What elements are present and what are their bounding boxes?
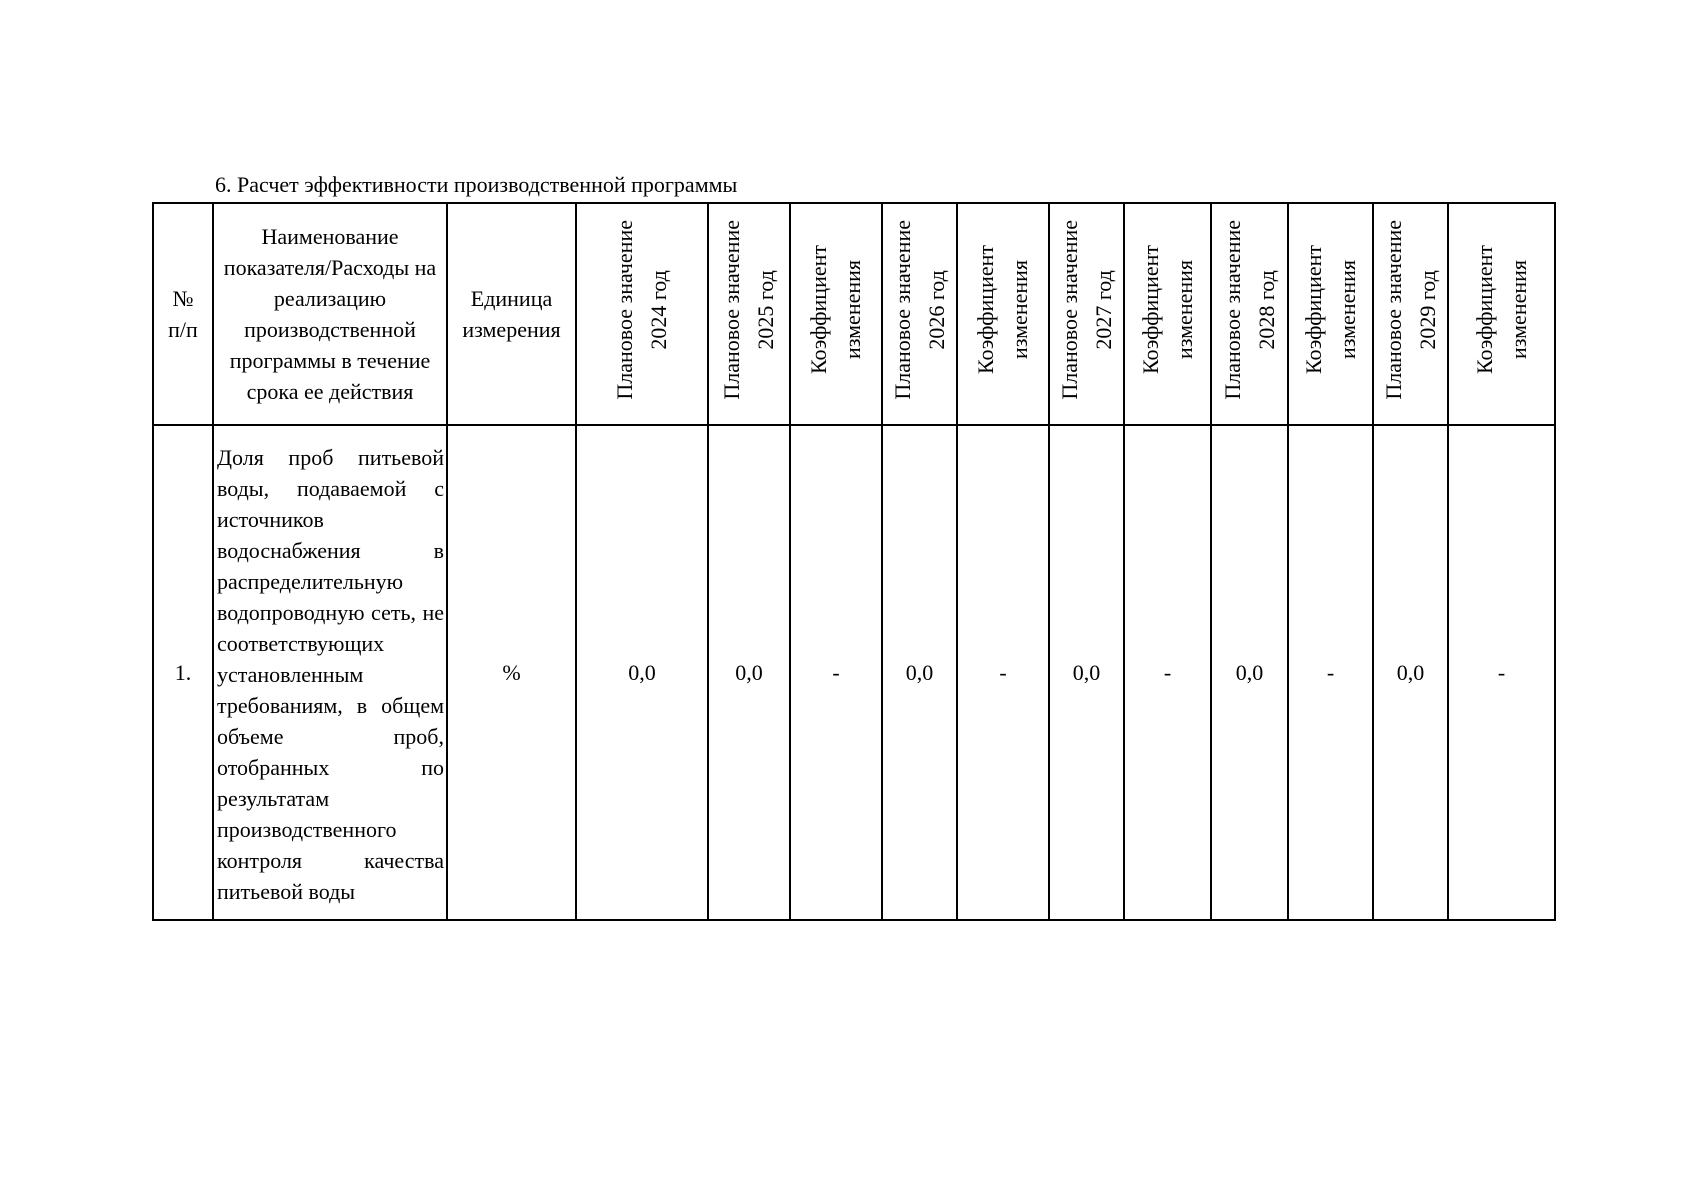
cell-plan-2024: 0,0 [576,425,708,920]
header-coef-2026: Коэффициент изменения [957,203,1049,425]
header-plan-2026: Плановое значение 2026 год [882,203,957,425]
cell-number: 1. [153,425,213,920]
header-plan-2025: Плановое значение 2025 год [708,203,790,425]
header-indicator-name: Наименование показателя/Расходы на реализацию производственной программы в течение срока ее действия [213,203,447,425]
table-header-row [153,203,1555,425]
header-coef-2028: Коэффициент изменения [1288,203,1373,425]
header-coef-2029: Коэффициент изменения [1448,203,1555,425]
cell-coef-2026: - [957,425,1049,920]
cell-coef-2027: - [1124,425,1211,920]
header-coef-2027: Коэффициент изменения [1124,203,1211,425]
table-row [153,425,1555,920]
header-plan-2024: Плановое значение 2024 год [576,203,708,425]
cell-coef-2029: - [1448,425,1555,920]
cell-coef-2028: - [1288,425,1373,920]
cell-coef-2025: - [790,425,882,920]
header-plan-2027: Плановое значение 2027 год [1049,203,1124,425]
cell-plan-2029: 0,0 [1373,425,1448,920]
header-unit: Единица измерения [447,203,576,425]
header-coef-2025: Коэффициент изменения [790,203,882,425]
document-title: 6. Расчет эффективности производственной программы [215,172,738,197]
cell-plan-2028: 0,0 [1211,425,1288,920]
cell-plan-2027: 0,0 [1049,425,1124,920]
cell-plan-2026: 0,0 [882,425,957,920]
header-plan-2028: Плановое значение 2028 год [1211,203,1288,425]
efficiency-table [152,202,1556,921]
cell-plan-2025: 0,0 [708,425,790,920]
header-plan-2029: Плановое значение 2029 год [1373,203,1448,425]
cell-unit: % [447,425,576,920]
header-number: № п/п [153,203,213,425]
cell-indicator-name: Доля проб питьевой воды, подаваемой с источников водоснабжения в распределительную водопроводную сеть, не соответствующих установленным требованиям, в общем объеме проб, отобранных по результатам производственного контроля качества питьевой воды [213,425,447,920]
